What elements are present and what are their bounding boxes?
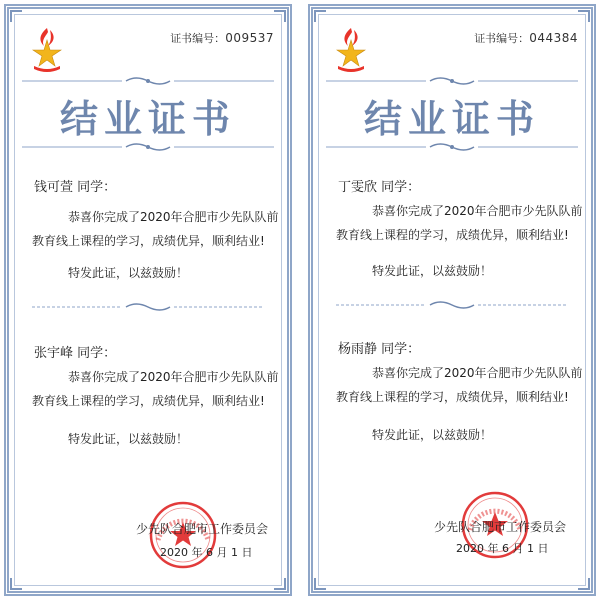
ornament-divider-icon <box>22 142 274 152</box>
ornament-divider-icon <box>22 76 274 86</box>
certificate-number-value: 009537 <box>225 31 274 45</box>
recipient-name: 张宇峰 同学： <box>34 346 117 361</box>
ornament-divider-icon <box>326 142 578 152</box>
body-text-line: 教育线上课程的学习，成绩优异，顺利结业! <box>32 234 265 248</box>
body-text-line: 特发此证，以兹鼓励！ <box>372 264 493 278</box>
young-pioneer-badge-icon <box>30 26 64 72</box>
frame-corner <box>10 10 22 22</box>
issue-date: 2020 年 6 月 1 日 <box>456 542 549 555</box>
frame-corner <box>578 10 590 22</box>
ornament-divider-icon <box>326 300 578 310</box>
recipient-name: 杨雨静 同学： <box>338 342 421 357</box>
issuer-name: 少先队合肥市工作委员会 <box>434 520 567 534</box>
certificate-left <box>0 0 296 600</box>
frame-corner <box>10 578 22 590</box>
certificate-number <box>170 30 274 46</box>
body-text-line: 特发此证，以兹鼓励！ <box>68 266 189 280</box>
body-text-line: 教育线上课程的学习，成绩优异，顺利结业! <box>336 390 569 404</box>
certificate-number <box>474 30 578 46</box>
body-text-line: 特发此证，以兹鼓励！ <box>372 428 493 442</box>
young-pioneer-badge-icon <box>334 26 368 72</box>
certificate-number-value: 044384 <box>529 31 578 45</box>
certificate-number-label: 证书编号： <box>170 32 226 45</box>
body-text-line: 恭喜你完成了2020年合肥市少先队队前 <box>68 370 279 384</box>
frame-corner <box>274 578 286 590</box>
body-text-line: 特发此证，以兹鼓励！ <box>68 432 189 446</box>
certificate-title: 结业证书 <box>59 96 236 141</box>
certificate-title: 结业证书 <box>363 96 540 141</box>
body-text-line: 教育线上课程的学习，成绩优异，顺利结业! <box>336 228 569 242</box>
certificate-number-label: 证书编号： <box>474 32 530 45</box>
certificate-right <box>304 0 600 600</box>
body-text-line: 恭喜你完成了2020年合肥市少先队队前 <box>372 366 583 380</box>
frame-corner <box>274 10 286 22</box>
ornament-divider-icon <box>22 302 274 312</box>
issue-date: 2020 年 6 月 1 日 <box>160 546 253 559</box>
body-text-line: 恭喜你完成了2020年合肥市少先队队前 <box>68 210 279 224</box>
issuer-name: 少先队合肥市工作委员会 <box>136 522 269 536</box>
recipient-name: 钱可萱 同学： <box>34 180 117 195</box>
recipient-name: 丁雯欣 同学： <box>338 180 421 195</box>
ornament-divider-icon <box>326 76 578 86</box>
body-text-line: 恭喜你完成了2020年合肥市少先队队前 <box>372 204 583 218</box>
frame-corner <box>314 578 326 590</box>
frame-corner <box>578 578 590 590</box>
body-text-line: 教育线上课程的学习，成绩优异，顺利结业! <box>32 394 265 408</box>
frame-corner <box>314 10 326 22</box>
